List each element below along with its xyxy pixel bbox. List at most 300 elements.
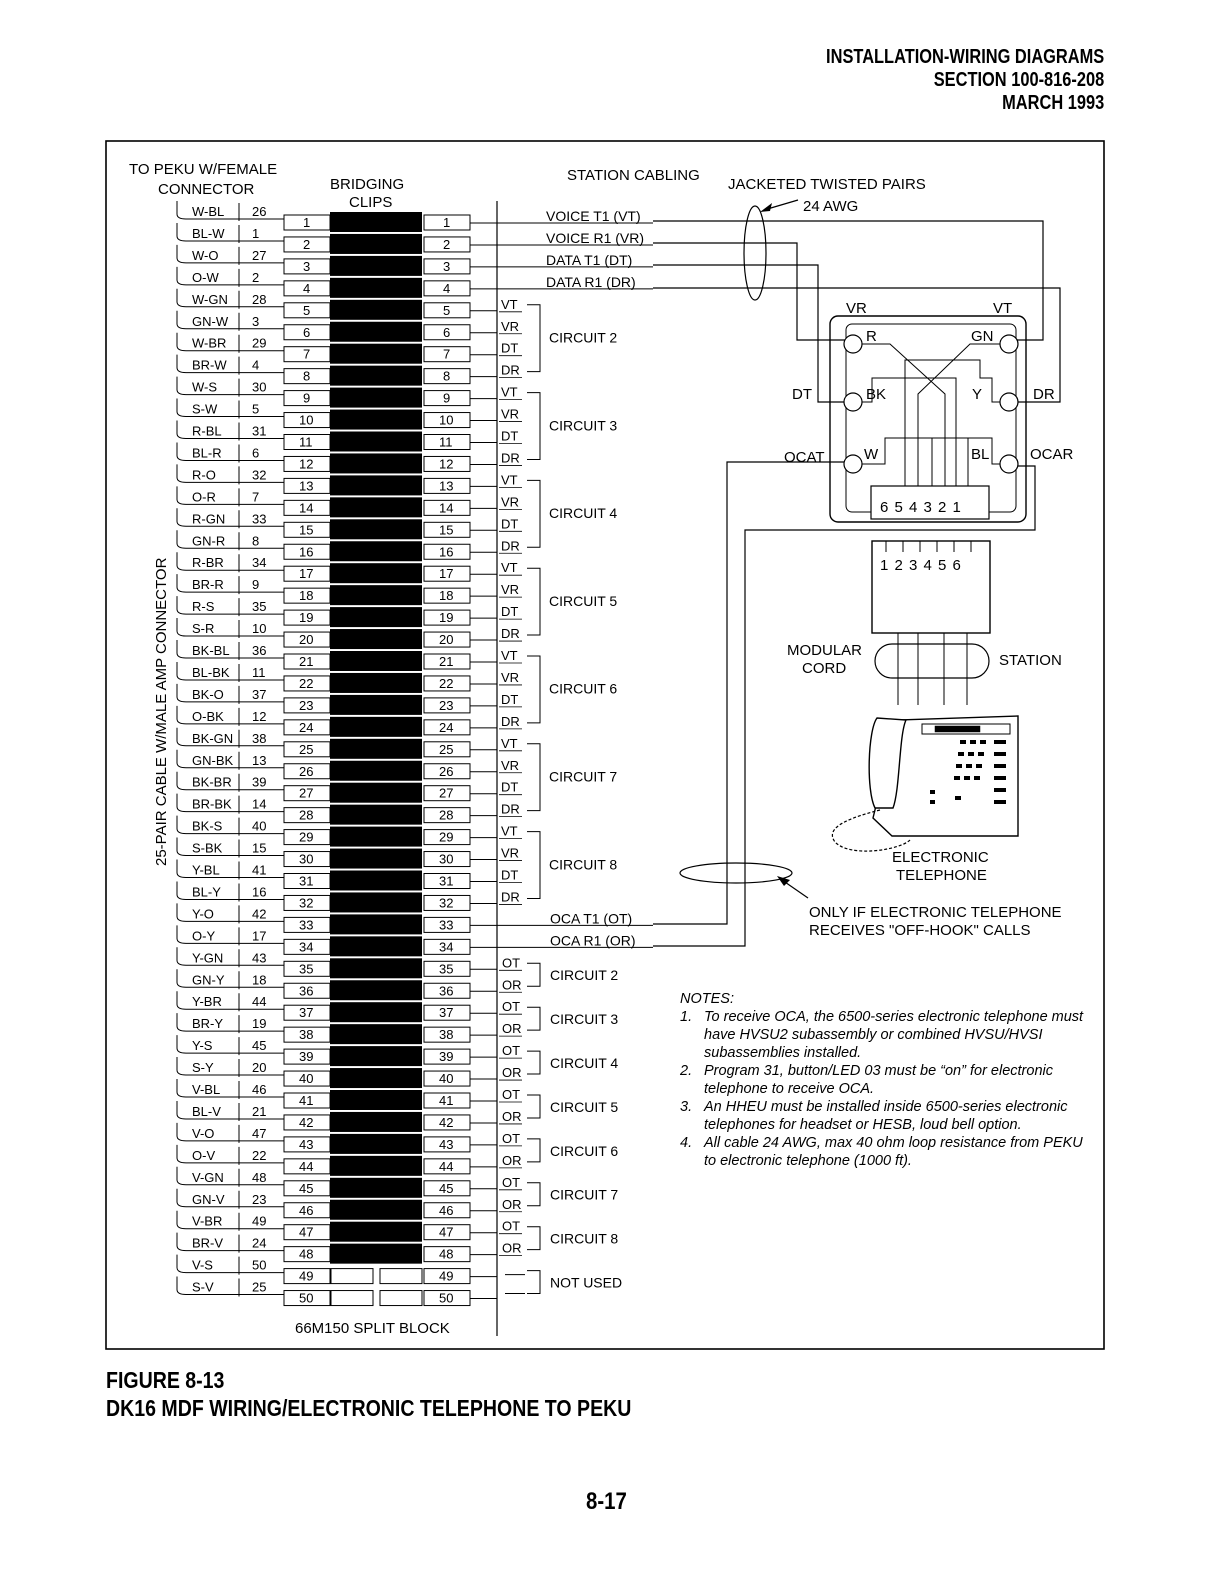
wire-pin: 4: [252, 357, 260, 373]
circuit-name: CIRCUIT 8: [550, 1230, 619, 1247]
terminal-number-left: 44: [299, 1158, 314, 1174]
label-gn: GN: [971, 328, 994, 345]
bridging-clip: [330, 980, 422, 1000]
telephone-icon: [832, 716, 1018, 851]
wire-pin: 10: [252, 621, 267, 637]
terminal-number-right: 40: [439, 1071, 454, 1087]
wire-pin: 7: [252, 489, 260, 505]
note-text: All cable 24 AWG, max 40 ohm loop resistance from PEKU to electronic telephone (1000 ft).: [704, 1135, 1083, 1169]
wire-color: GN-W: [192, 313, 229, 329]
circuit-bracket: [527, 1271, 540, 1294]
circuit-name: CIRCUIT 5: [549, 592, 618, 609]
key: [980, 740, 986, 744]
wire-color: Y-BR: [192, 994, 222, 1010]
bridging-clip: [330, 366, 422, 386]
inner-wire-r: [862, 344, 945, 486]
wire-color: S-V: [192, 1279, 214, 1295]
circuit-code: DR: [501, 889, 520, 905]
wire-pin: 20: [252, 1060, 267, 1076]
wire-color: W-O: [192, 247, 219, 263]
oca-oval: [680, 863, 792, 883]
circuit-bracket: [527, 1227, 540, 1250]
circuit-code: VR: [501, 494, 520, 510]
circuit-code: VR: [501, 669, 520, 685]
terminal-number-left: 8: [303, 368, 311, 384]
wire-color: S-R: [192, 621, 215, 637]
wire-color: BR-W: [192, 357, 227, 373]
bridging-clip: [330, 300, 422, 320]
oca-line-label: OCA T1 (OT): [550, 910, 633, 927]
wire-pin: 15: [252, 840, 267, 856]
wire-color: O-W: [192, 269, 219, 285]
wire-pin: 36: [252, 643, 267, 658]
bridging-clip: [330, 344, 422, 364]
circuit-name: CIRCUIT 3: [550, 1011, 619, 1028]
terminal-number-left: 19: [299, 610, 314, 626]
screw-gn: [1000, 335, 1018, 353]
note-text: To receive OCA, the 6500-series electronic telephone must have HVSU2 subassembly or combined HVSU/HVSI subassemblies installed.: [704, 1009, 1084, 1061]
wire-color: O-Y: [192, 928, 216, 944]
circuit-name: CIRCUIT 5: [550, 1098, 619, 1115]
wire-color: Y-O: [192, 906, 214, 922]
terminal-number-right: 17: [439, 566, 454, 582]
circuit-code: DT: [501, 779, 519, 795]
note-number: 1.: [680, 1009, 693, 1025]
label-ocat: OCAT: [784, 449, 825, 466]
terminal-number-right: 1: [443, 215, 451, 230]
circuit-code: VT: [501, 735, 518, 751]
bridging-clip: [330, 914, 422, 934]
wire-color: O-R: [192, 489, 216, 505]
terminal-number-left: 21: [299, 654, 314, 669]
bridging-clip: [330, 849, 422, 869]
wire-color: Y-BL: [192, 862, 220, 878]
wire-color: BL-Y: [192, 884, 221, 900]
terminal-number-left: 28: [299, 807, 314, 823]
wire-vt: [653, 221, 1043, 340]
wire-pin: 38: [252, 730, 267, 746]
terminal-number-right: 6: [443, 324, 451, 340]
circuit-code: OR: [502, 1196, 522, 1212]
note-number: 2.: [680, 1063, 693, 1079]
wire-pin: 23: [252, 1191, 267, 1207]
circuit-bracket: [527, 1095, 540, 1118]
terminal-number-right: 46: [439, 1202, 454, 1218]
terminal-number-right: 16: [439, 544, 454, 560]
block-row: [177, 201, 497, 232]
bridging-clip: [330, 519, 422, 539]
electronic-telephone-label-1: ELECTRONIC: [892, 849, 989, 866]
bridging-clip: [330, 541, 422, 561]
terminal-number-right: 30: [439, 851, 454, 867]
circuit-name: CIRCUIT 4: [550, 1054, 619, 1071]
terminal-number-left: 23: [299, 697, 314, 713]
terminal-number-right: 5: [443, 302, 451, 318]
bridging-clip: [330, 410, 422, 430]
not-used-label: NOT USED: [550, 1274, 623, 1291]
terminal-number-left: 26: [299, 763, 314, 779]
wire-color: W-BL: [192, 204, 225, 219]
bridging-label-1: BRIDGING: [330, 176, 405, 193]
screw-bl: [1000, 455, 1018, 473]
terminal-number-left: 27: [299, 785, 314, 801]
wire-pin: 29: [252, 335, 267, 351]
terminal-number-left: 36: [299, 983, 314, 999]
terminal-number-left: 3: [303, 258, 311, 274]
circuit-groups: [499, 297, 622, 1294]
terminal-number-left: 35: [299, 961, 314, 977]
bridging-clip: [330, 607, 422, 627]
key: [954, 776, 960, 780]
wire-vr: [653, 243, 846, 340]
wire-pin: 13: [252, 752, 267, 768]
label-w: W: [864, 446, 879, 463]
wire-color: R-GN: [192, 511, 226, 527]
wire-pin: 30: [252, 379, 267, 395]
screw-y: [1000, 393, 1018, 411]
wire-color: S-BK: [192, 840, 223, 856]
wire-pin: 40: [252, 818, 267, 834]
key: [930, 790, 935, 794]
bridging-clip: [330, 1090, 422, 1110]
circuit-code: VT: [501, 296, 518, 312]
page-number: 8-17: [586, 1488, 627, 1515]
bridging-clip: [330, 256, 422, 276]
wire-color: BL-BK: [192, 664, 230, 680]
terminal-number-left: 47: [299, 1224, 314, 1240]
circuit-code: VR: [501, 757, 520, 773]
bridging-clip: [330, 497, 422, 517]
terminal-number-left: 33: [299, 917, 314, 933]
key: [976, 764, 982, 768]
wire-pin: 14: [252, 796, 267, 812]
station-line-label: VOICE R1 (VR): [546, 229, 645, 246]
key: [994, 800, 1006, 804]
terminal-number-right: 26: [439, 763, 454, 779]
wire-pin: 12: [252, 708, 267, 724]
note-item: [680, 1008, 1090, 1062]
station-line-label: DATA T1 (DT): [546, 251, 633, 268]
bridging-clip: [330, 1046, 422, 1066]
note-number: 3.: [680, 1099, 693, 1115]
key: [994, 776, 1006, 780]
key: [968, 752, 974, 756]
terminal-number-right: 32: [439, 895, 454, 911]
terminal-number-right: 2: [443, 236, 451, 252]
terminal-number-left: 31: [299, 873, 314, 889]
terminal-number-right: 9: [443, 390, 451, 406]
wire-pin: 27: [252, 247, 267, 263]
bridging-clip: [330, 1134, 422, 1154]
terminal-number-left: 5: [303, 302, 311, 318]
bridging-clip: [330, 717, 422, 737]
circuit-bracket: [527, 1051, 540, 1074]
bridging-clip: [330, 629, 422, 649]
wire-pin: 42: [252, 906, 267, 922]
terminal-number-left: 20: [299, 632, 314, 648]
terminal-number-right: 45: [439, 1180, 454, 1196]
key: [970, 740, 976, 744]
terminal-number-left: 45: [299, 1180, 314, 1196]
terminal-number-right: 3: [443, 258, 451, 274]
wire-color: BR-Y: [192, 1016, 224, 1032]
label-r: R: [866, 328, 877, 345]
wire-pin: 22: [252, 1147, 267, 1163]
circuit-code: OR: [502, 1065, 522, 1081]
wire-pin: 47: [252, 1125, 267, 1141]
figure-caption: [106, 1366, 631, 1422]
wire-pin: 16: [252, 884, 267, 900]
wire-pin: 32: [252, 467, 267, 483]
circuit-code: OT: [502, 999, 521, 1015]
terminal-number-left: 29: [299, 829, 314, 845]
terminal-number-right: 44: [439, 1158, 454, 1174]
terminal-number-right: 36: [439, 983, 454, 999]
label-vr: VR: [846, 300, 867, 317]
bridging-clip: [330, 739, 422, 759]
key: [994, 740, 1006, 744]
inner-wire-bl: [932, 438, 1000, 486]
phone-display-window: [935, 726, 980, 732]
wire-pin: 44: [252, 994, 267, 1010]
circuit-code: DR: [501, 713, 520, 729]
wire-pin: 39: [252, 774, 267, 790]
figure-number: FIGURE 8-13: [106, 1367, 225, 1393]
bridging-clip: [330, 322, 422, 342]
wire-pin: 2: [252, 269, 260, 285]
circuit-name: CIRCUIT 2: [550, 967, 619, 984]
bridging-clip: [330, 475, 422, 495]
terminal-number-left: 14: [299, 500, 314, 516]
terminal-number-right: 28: [439, 807, 454, 823]
terminal-number-right: 25: [439, 741, 454, 757]
wire-color: R-BR: [192, 555, 224, 571]
bridging-clip: [330, 1002, 422, 1022]
label-bk: BK: [866, 386, 887, 403]
station-line-label: VOICE T1 (VT): [546, 208, 641, 224]
bridging-clip: [330, 1156, 422, 1176]
circuit-code: DT: [501, 604, 519, 620]
terminal-number-left: 37: [299, 1005, 314, 1021]
circuit-code: VT: [501, 823, 518, 839]
key: [966, 764, 972, 768]
key: [964, 776, 970, 780]
circuit-name: CIRCUIT 2: [549, 329, 618, 346]
wire-color: V-O: [192, 1125, 215, 1141]
terminal-number-right: 19: [439, 610, 454, 626]
peku-label-2: CONNECTOR: [158, 181, 255, 198]
terminal-number-right: 31: [439, 873, 454, 889]
bridging-clip: [330, 695, 422, 715]
wire-color: Y-GN: [192, 950, 224, 966]
terminal-number-left: 48: [299, 1246, 314, 1262]
terminal-number-right: 22: [439, 675, 454, 691]
bridging-clip: [330, 278, 422, 298]
terminal-number-right: 24: [439, 719, 454, 735]
wire-pin: 17: [252, 928, 267, 944]
circuit-code: OT: [502, 1218, 521, 1234]
terminal-number-right: 49: [439, 1268, 454, 1284]
terminal-number-right: 10: [439, 412, 454, 428]
bridging-clip: [330, 212, 422, 232]
cord-sheath: [875, 644, 989, 678]
circuit-code: OR: [502, 1108, 522, 1124]
terminal-number-left: 6: [303, 324, 311, 340]
wire-color: R-S: [192, 599, 215, 615]
bridging-clip: [330, 1244, 422, 1264]
bridging-clip: [330, 827, 422, 847]
bridging-clip: [330, 958, 422, 978]
terminal-number-left: 49: [299, 1268, 314, 1284]
circuit-code: VT: [501, 560, 518, 576]
terminal-number-right: 39: [439, 1049, 454, 1065]
wire-color: W-GN: [192, 291, 228, 307]
wire-pin: 49: [252, 1213, 267, 1229]
bridging-clip: [330, 432, 422, 452]
circuit-name: CIRCUIT 4: [549, 505, 618, 522]
wire-color: V-BR: [192, 1213, 223, 1229]
terminal-number-right: 4: [443, 280, 451, 296]
terminal-number-left: 34: [299, 939, 314, 955]
wire-color: O-V: [192, 1147, 216, 1163]
header-line-1: INSTALLATION-WIRING DIAGRAMS: [825, 46, 1104, 68]
terminal-number-right: 50: [439, 1290, 454, 1306]
circuit-code: OT: [502, 955, 521, 971]
circuit-code: VR: [501, 406, 520, 422]
circuit-code: OT: [502, 1043, 521, 1059]
terminal-number-left: 30: [299, 851, 314, 867]
oca-line-label: OCA R1 (OR): [550, 932, 636, 949]
terminal-number-left: 12: [299, 456, 314, 472]
wire-pin: 1: [252, 225, 260, 241]
note-text: An HHEU must be installed inside 6500-series electronic telephones for headset or HESB, loud bell option.: [704, 1099, 1068, 1133]
wire-color: BK-BR: [192, 774, 232, 790]
circuit-bracket: [527, 480, 540, 547]
station-label: STATION: [999, 652, 1062, 669]
key: [974, 776, 980, 780]
circuit-code: OR: [502, 977, 522, 993]
jack-top-numbers: 6 5 4 3 2 1: [880, 499, 962, 516]
circuit-code: OT: [502, 1130, 521, 1146]
jack-inner: [846, 324, 1016, 512]
terminal-number-right: 7: [443, 346, 451, 362]
circuit-bracket: [527, 1007, 540, 1030]
circuit-code: DT: [501, 867, 519, 883]
note-item: [680, 1062, 1090, 1098]
circuit-bracket: [527, 963, 540, 986]
jack-wiring: [653, 221, 1060, 946]
bridging-clip: [330, 892, 422, 912]
bridging-clip: [330, 1024, 422, 1044]
wire-pin: 9: [252, 577, 260, 593]
note-text: Program 31, button/LED 03 must be “on” for electronic telephone to receive OCA.: [704, 1063, 1053, 1097]
wire-color: BK-BL: [192, 643, 230, 658]
terminal-number-left: 13: [299, 478, 314, 494]
terminal-number-right: 27: [439, 785, 454, 801]
jack-internal-wires: [862, 344, 1000, 486]
label-dr: DR: [1033, 386, 1055, 403]
header-line-3: MARCH 1993: [1001, 92, 1104, 114]
station-line-label: DATA R1 (DR): [546, 273, 636, 290]
wire-color: V-GN: [192, 1169, 224, 1185]
terminal-number-right: 15: [439, 522, 454, 538]
bridging-clip: [330, 388, 422, 408]
terminal-number-right: 11: [439, 434, 453, 450]
bridging-clip: [330, 871, 422, 891]
circuit-code: DT: [501, 691, 519, 707]
note-number: 4.: [680, 1135, 693, 1151]
wire-color: BL-W: [192, 225, 225, 241]
vertical-cable-label: 25-PAIR CABLE W/MALE AMP CONNECTOR: [153, 557, 170, 866]
wire-pin: 21: [252, 1103, 267, 1119]
terminal-number-left: 10: [299, 412, 314, 428]
plug-body: [872, 541, 990, 633]
bridging-clip: [330, 453, 422, 473]
terminal-number-left: 41: [299, 1093, 314, 1108]
circuit-code: DR: [501, 538, 520, 554]
twisted-pair-arrow-head: [760, 203, 772, 212]
wire-pin: 50: [252, 1257, 267, 1273]
notes-title: NOTES:: [680, 991, 734, 1007]
bridging-clip: [330, 761, 422, 781]
awg-label: 24 AWG: [803, 198, 859, 215]
circuit-bracket: [527, 1139, 540, 1162]
wire-color: GN-BK: [192, 752, 234, 768]
circuit-bracket: [527, 305, 540, 372]
key: [994, 788, 1006, 792]
wire-color: W-S: [192, 379, 218, 395]
wire-dt: [653, 265, 846, 402]
terminal-number-left: 22: [299, 675, 314, 691]
jacketed-label: JACKETED TWISTED PAIRS: [728, 176, 926, 193]
circuit-code: DT: [501, 340, 519, 356]
wire-color: V-BL: [192, 1082, 221, 1097]
terminal-number-right: 21: [439, 654, 454, 669]
circuit-code: VR: [501, 845, 520, 861]
wire-pin: 31: [252, 423, 267, 439]
terminal-number-left: 40: [299, 1071, 314, 1087]
only-if-label-2: RECEIVES "OFF-HOOK" CALLS: [809, 922, 1031, 939]
electronic-telephone-label-2: TELEPHONE: [896, 867, 987, 884]
circuit-code: OT: [502, 1174, 521, 1190]
wire-color: R-O: [192, 467, 216, 483]
wire-pin: 46: [252, 1082, 267, 1097]
terminal-number-left: 46: [299, 1202, 314, 1218]
screw-r: [844, 335, 862, 353]
terminal-number-right: 43: [439, 1136, 454, 1152]
wire-pin: 11: [252, 664, 266, 680]
empty-clip-right: [380, 1291, 422, 1306]
circuit-name: CIRCUIT 3: [549, 417, 618, 434]
terminal-number-left: 11: [299, 434, 313, 450]
jack-housing: [830, 316, 1026, 522]
wire-color: BL-R: [192, 445, 222, 461]
terminal-number-left: 9: [303, 390, 311, 406]
bridging-clip: [330, 805, 422, 825]
modular-cord-label-1: MODULAR: [787, 642, 863, 659]
wire-color: BK-O: [192, 686, 224, 702]
bridging-clip: [330, 585, 422, 605]
terminal-number-left: 15: [299, 522, 314, 538]
terminal-number-right: 47: [439, 1224, 454, 1240]
wire-pin: 41: [252, 862, 267, 878]
terminal-number-left: 32: [299, 895, 314, 911]
block-label: 66M150 SPLIT BLOCK: [295, 1320, 450, 1337]
wire-color: BK-GN: [192, 730, 234, 746]
circuit-name: CIRCUIT 7: [549, 768, 618, 785]
terminal-number-right: 41: [439, 1093, 454, 1108]
terminal-number-right: 18: [439, 588, 454, 604]
